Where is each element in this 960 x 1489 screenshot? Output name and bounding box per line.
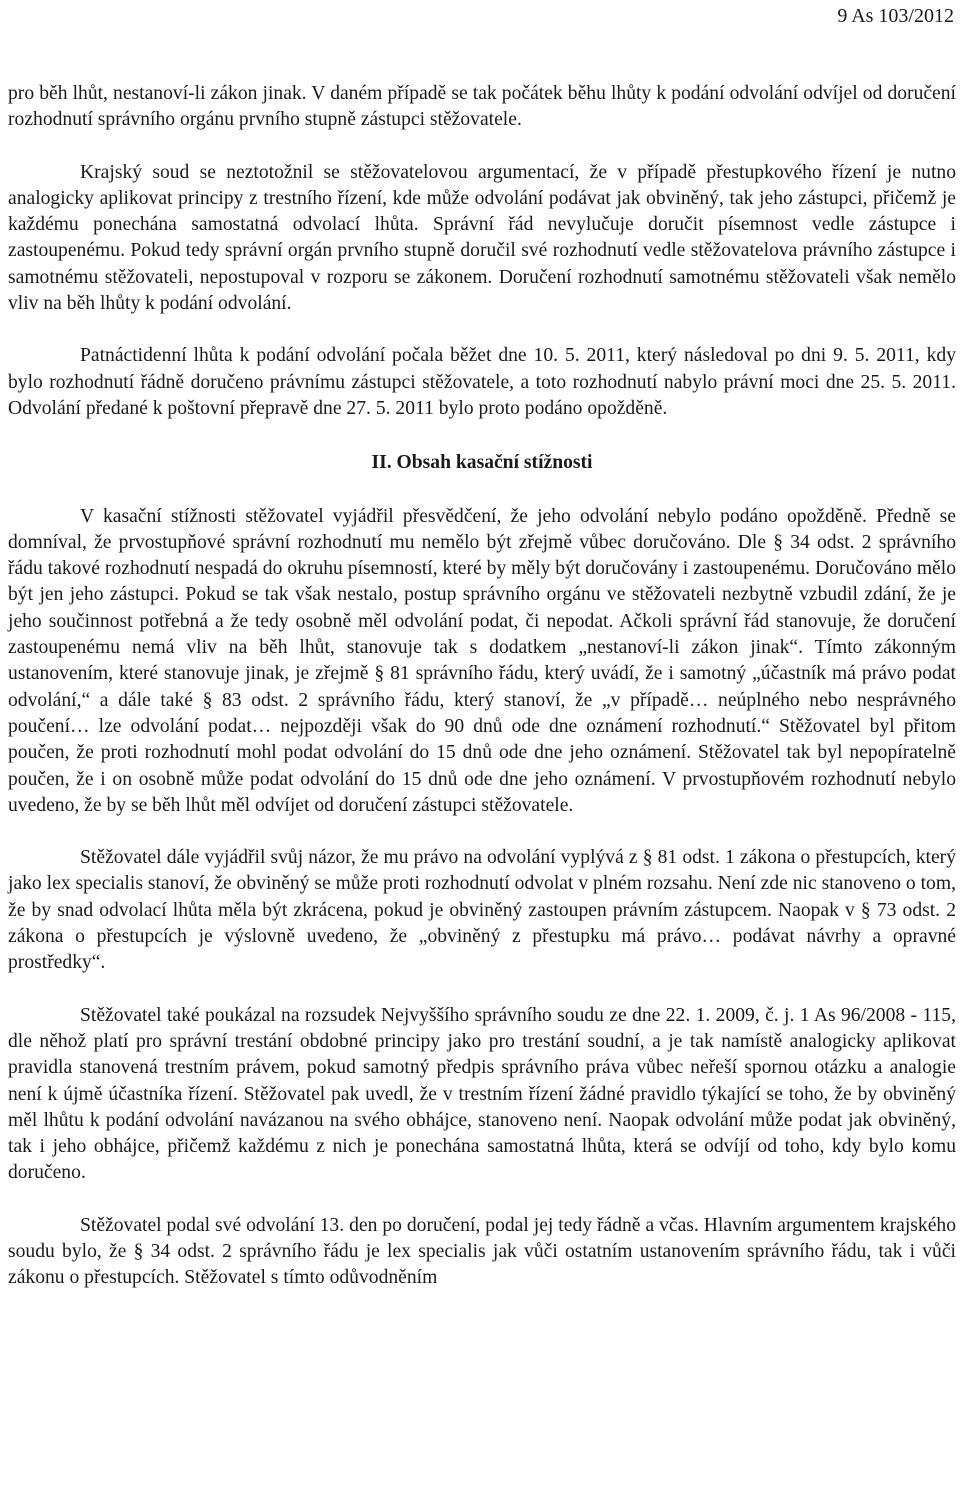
paragraph-6: Stěžovatel také poukázal na rozsudek Nejvyššího správního soudu ze dne 22. 1. 2009, č. j. 1 As 96/2008 - 115, dle něhož platí pro správní trestání obdobné principy jako pro trestání soudní, a je tak namístě analogicky aplikovat pravidla stanovená trestním právem, pokud samotný předpis správního práva vůbec neřeší spornou otázku a analogie není k újmě účastníka řízení. Stěžovatel pak uvedl, že v trestním řízení žádné pravidlo týkající se toho, že by obviněný měl lhůtu k podání odvolání navázanou na svého obhájce, stanoveno není. Naopak odvolání může podat jak obviněný, tak i jeho obhájce, přičemž každému z nich je ponechána samostatná lhůta, která se odvíjí od toho, kdy bylo komu doručeno. [8,1004,956,1184]
section-heading: II. Obsah kasační stížnosti [371,452,593,474]
paragraph-5: Stěžovatel dále vyjádřil svůj názor, že mu právo na odvolání vyplývá z § 81 odst. 1 zákona o přestupcích, který jako lex specialis stanoví, že obviněný se může proti rozhodnutí odvolat v plném rozsahu. Není zde nic stanoveno o tom, že by snad odvolací lhůta měla být zkrácena, pokud je obviněný zastoupen právním zástupcem. Naopak v § 73 odst. 2 zákona o přestupcích je výslovně uvedeno, že „obviněný z přestupku má právo… podávat návrhy a opravné prostředky“. [8,847,956,974]
paragraph-3: Patnáctidenní lhůta k podání odvolání počala běžet dne 10. 5. 2011, který následoval po dni 9. 5. 2011, kdy bylo rozhodnutí řádně doručeno právnímu zástupci stěžovatele, a toto rozhodnutí nabylo právní moci dne 25. 5. 2011. Odvolání předané k poštovní přepravě dne 27. 5. 2011 bylo proto podáno opožděně. [8,345,956,419]
paragraph-7: Stěžovatel podal své odvolání 13. den po doručení, podal jej tedy řádně a včas. Hlavním argumentem krajského soudu bylo, že § 34 odst. 2 správního řádu je lex specialis jak vůči ostatním ustanovením správního řádu, tak i vůči zákonu o přestupcích. Stěžovatel s tímto odůvodněním [8,1214,956,1289]
paragraph-2: Krajský soud se neztotožnil se stěžovatelovou argumentací, že v případě přestupkového řízení je nutno analogicky aplikovat principy z trestního řízení, kde může odvolání podávat jak obviněný, tak jeho zástupci, přičemž je každému ponechána samostatná odvolací lhůta. Správní řád nevylučuje doručit písemnost vedle zástupce i zastoupenému. Pokud tedy správní orgán prvního stupně doručil své rozhodnutí vedle stěžovatelova právního zástupce i samotnému stěžovateli, nepostupoval v rozporu se zákonem. Doručení rozhodnutí samotnému stěžovateli však nemělo vliv na běh lhůty k podání odvolání. [8,161,956,315]
document-page [8,0,956,1292]
case-number-header: 9 As 103/2012 [837,5,954,27]
paragraph-4: V kasační stížnosti stěžovatel vyjádřil přesvědčení, že jeho odvolání nebylo podáno opožděně. Předně se domníval, že prvostupňové správní rozhodnutí mu nemělo být zřejmě vůbec doručováno. Dle § 34 odst. 2 správního řádu takové rozhodnutí nespadá do okruhu písemností, které by měly být doručovány i zastoupenému. Doručováno mělo být jen jeho zástupci. Pokud se tak však nestalo, postup správního orgánu ve stěžovateli nezbytně vzbudil zdání, že je jeho součinnost potřebná a že tedy osobně měl odvolání podat, či nepodat. Ačkoli správní řád stanovuje, že doručení zastoupenému nemá vliv na běh lhůt, stanovuje tak s dodatkem „nestanoví-li zákon jinak“. Tímto zákonným ustanovením, které stanovuje jinak, je zřejmě § 81 správního řádu, který uvádí, že i samotný „účastník má právo podat odvolání,“ a dále také § 83 odst. 2 správního řádu, který stanoví, že „v případě… neúplného nebo nesprávného poučení… lze odvolání podat… nejpozději však do 90 dnů ode dne oznámení rozhodnutí.“ Stěžovatel byl přitom poučen, že proti rozhodnutí mohl podat odvolání do 15 dnů ode dne jeho oznámení. Stěžovatel tak byl nepopíratelně poučen, že i on osobně může podat odvolání do 15 dnů ode dne jeho oznámení. V prvostupňovém rozhodnutí nebylo uvedeno, že by se běh lhůt měl odvíjet od doručení zástupci stěžovatele. [8,505,956,816]
paragraph-1: pro běh lhůt, nestanoví-li zákon jinak. V daném případě se tak počátek běhu lhůty k podání odvolání odvíjel od doručení rozhodnutí správního orgánu prvního stupně zástupci stěžovatele. [8,83,956,131]
